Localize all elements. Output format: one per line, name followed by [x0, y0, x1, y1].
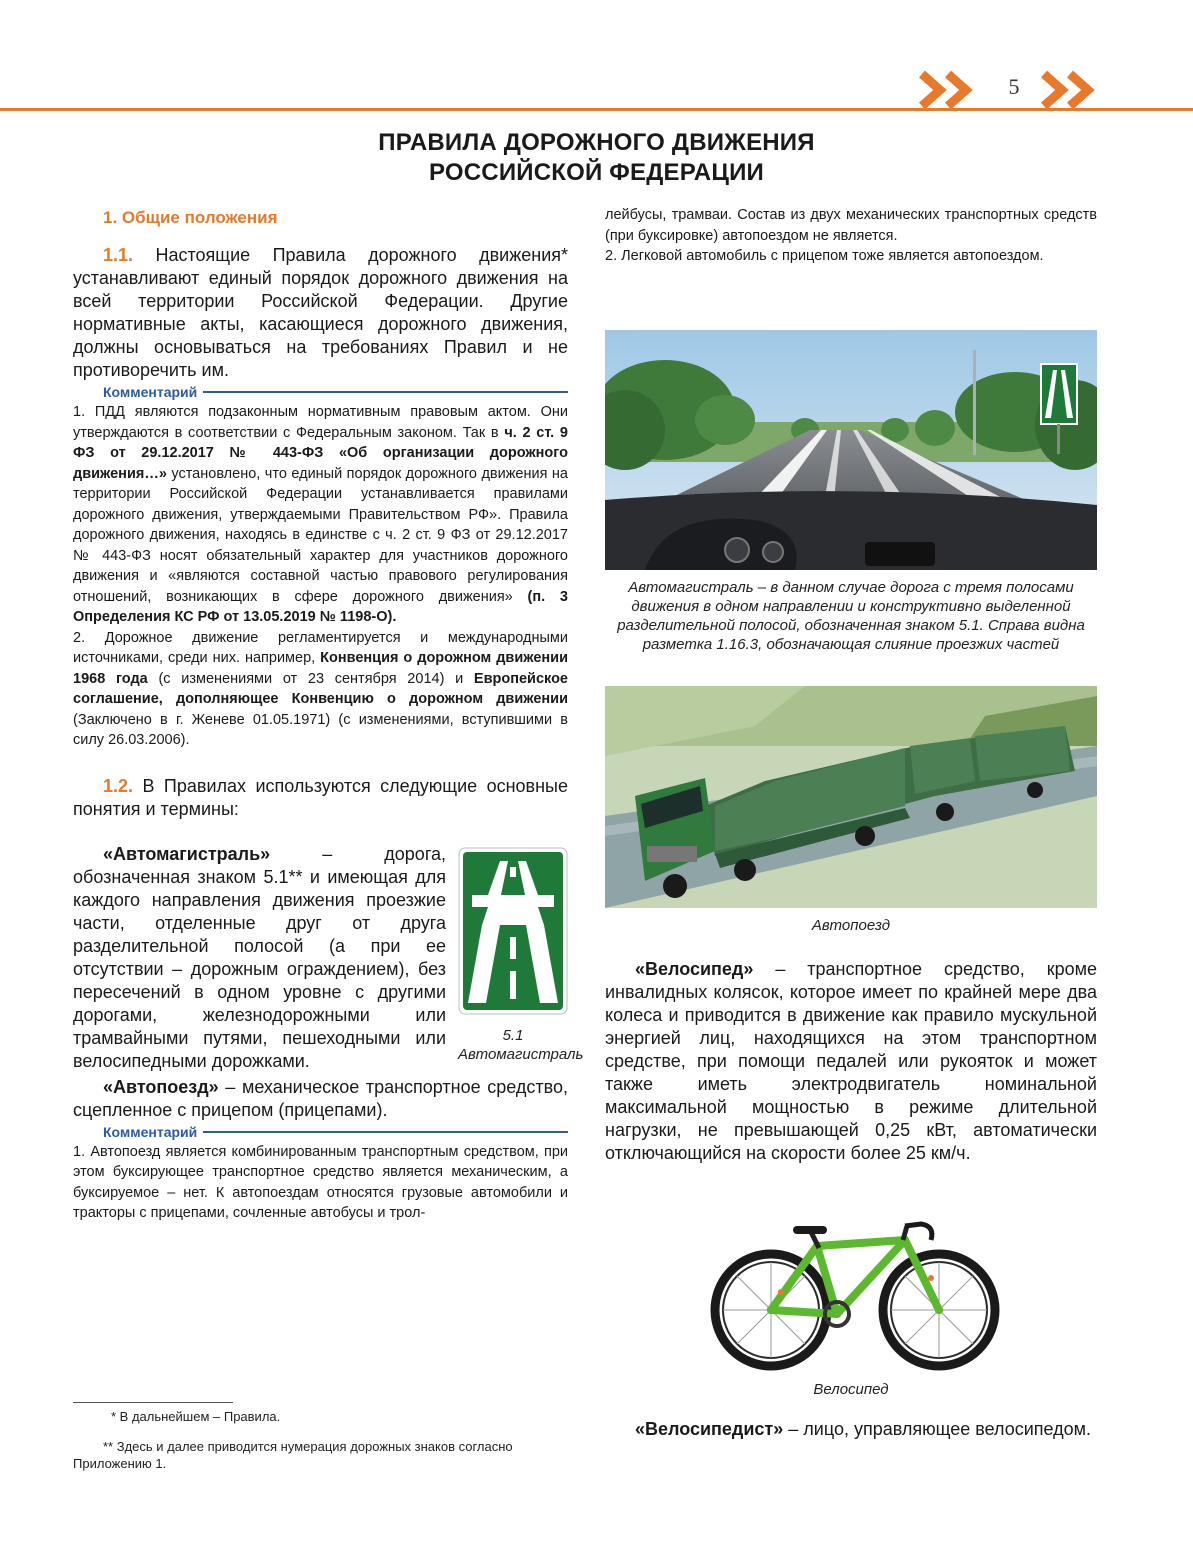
paragraph-1-1 [73, 244, 568, 382]
section-heading: 1. Общие положения [103, 208, 278, 227]
bicycle-caption: Велосипед [813, 1381, 889, 1398]
court-reference: (п. 3 Определения КС РФ от 13.05.2019 № 1198-О). [73, 588, 568, 625]
bicycle-photo [605, 1210, 1097, 1375]
sign-caption: 5.1 Автомагистраль [458, 1026, 584, 1063]
header-rule [0, 108, 1193, 111]
law-reference: ч. 2 ст. 9 ФЗ от 29.12.2017 № 443-ФЗ «Об организации дорожного движения…» [73, 424, 568, 482]
chevron-right-icon [918, 70, 984, 110]
motorway-photo [605, 330, 1097, 570]
clause-number: 1.1. [103, 245, 134, 265]
term-bicycle [605, 958, 1097, 1165]
page-number: 5 [1008, 74, 1020, 99]
term-road-train [73, 1076, 568, 1122]
paragraph-1-2 [73, 775, 568, 821]
sign-figure [458, 847, 584, 1064]
term-name: «Велосипед» [635, 959, 754, 979]
comment-1 [73, 402, 568, 628]
term-definition: – транспортное средство, кроме инвалидных колясок, которое имеет по крайней мере два колеса и приводится в движение как правило мускульной энергией лиц, находящихся на этом транспортном средстве, при помощи педалей или рукояток и может также иметь электродвигатель номинальной максимальной мощностью в режиме длительной нагрузки, не превышающей 0,25 кВт, автоматически отключающийся на скорости более 25 км/ч. [605, 959, 1097, 1163]
comment-text: 2. Дорожное движение регламентируется и международными источниками, среди них. например, [73, 629, 568, 666]
term-name: «Автомагистраль» [103, 843, 271, 864]
convention-reference: Конвенция о дорожном движении 1968 года [73, 650, 568, 687]
term-cyclist-block [605, 1418, 1097, 1441]
title-line-2: РОССИЙСКОЙ ФЕДЕРАЦИИ [429, 159, 764, 186]
comment-heading [103, 1124, 568, 1140]
comment-label: Комментарий [103, 1123, 198, 1140]
road-train-photo [605, 686, 1097, 908]
footnote-1: * В дальнейшем – Правила. [111, 1409, 281, 1424]
comment-2 [73, 628, 568, 751]
right-column-top [605, 205, 1097, 267]
comment-text: (Заключено в г. Женеве 01.05.1971) (с изменениями, вступившими в силу 26.03.2006). [73, 711, 568, 748]
term-definition: – механическое транспортное средство, сцепленное с прицепом (прицепами). [73, 1076, 568, 1120]
comment-text: установлено, что единый порядок дорожного движения на территории Российской Федерации устанавливается правилами дорожного движения, утверждаемыми Правительством РФ». Правила дорожного движения, находясь в единстве с ч. 2 ст. 9 ФЗ от 29.12.2017 № 443-ФЗ носят обязательный характер для участников дорожного движения и «являются составной частью правового регулирования отношений, возникающих в сфере дорожного движения» [73, 465, 568, 605]
term-definition: – лицо, управляющее велосипедом. [783, 1419, 1092, 1439]
chevron-right-icon [1040, 70, 1106, 110]
term-definition: – дорога, обозначенная знаком 5.1** и имеющая для каждого направления движения проезжие части, отделенные друг от друга разделительной полосой (а при ее отсутствии – дорожным ограждением), без пересечений в одном уровне с другими дорогами, железнодорожными или трамвайными путями, пешеходными или велосипедными дорожками. [73, 843, 446, 1071]
comment-continuation: лейбусы, трамваи. Состав из двух механических транспортных средств (при буксировке) автопоездом не является. [605, 207, 1097, 244]
road-train-caption: Автопоезд [811, 917, 891, 934]
term-bicycle-block [605, 958, 1097, 1165]
term-cyclist [605, 1418, 1097, 1441]
comment-continuation-2: 2. Легковой автомобиль с прицепом тоже является автопоездом. [605, 248, 1044, 264]
footnote-rule [73, 1402, 233, 1403]
agreement-reference: Европейское соглашение, дополняющее Конвенцию о дорожном движении [73, 670, 568, 707]
footnote-2: ** Здесь и далее приводится нумерация дорожных знаков согласно Приложению 1. [73, 1439, 513, 1471]
title-line-1: ПРАВИЛА ДОРОЖНОГО ДВИЖЕНИЯ [378, 129, 815, 156]
left-column [73, 205, 584, 1224]
motorway-caption: Автомагистраль – в данном случае дорога с тремя полосами движения в одном направлении и конструктивно выделенной разделительной полосой, обозначенная знаком 5.1. Справа видна разметка 1.16.3, обозначающая слияние проезжих частей [617, 579, 1085, 653]
comment-label: Комментарий [103, 384, 198, 400]
comment-text: (с изменениями от 23 сентября 2014) и [147, 670, 474, 687]
comment-3: 1. Автопоезд является комбинированным транспортным средством, при этом буксирующее транспортное средство является механическим, а буксируемое – нет. К автопоездам относятся грузовые автомобили и тракторы с прицепами, сочленные автобусы и трол- [73, 1143, 568, 1221]
comment-rule [203, 1131, 568, 1133]
term-name: «Велосипедист» [635, 1419, 784, 1439]
term-name: «Автопоезд» [103, 1076, 219, 1097]
comment-rule [203, 391, 568, 393]
page-title [0, 128, 1193, 188]
clause-text: В Правилах используются следующие основные понятия и термины: [73, 775, 568, 819]
clause-text: Настоящие Правила дорожного движения* устанавливают единый порядок дорожного движения на всей территории Российской Федерации. Другие нормативные акты, касающиеся дорожного движения, должны основываться на требованиях Правил и не противоречить им. [73, 245, 568, 380]
clause-number: 1.2. [103, 775, 134, 796]
motorway-sign-icon [458, 847, 568, 1015]
term-motorway-block [73, 843, 584, 1073]
comment-text: 1. ПДД являются подзаконным нормативным правовым актом. Они утверждаются в соответствии с Федеральным законом. Так в [73, 404, 568, 441]
comment-heading [103, 384, 568, 400]
